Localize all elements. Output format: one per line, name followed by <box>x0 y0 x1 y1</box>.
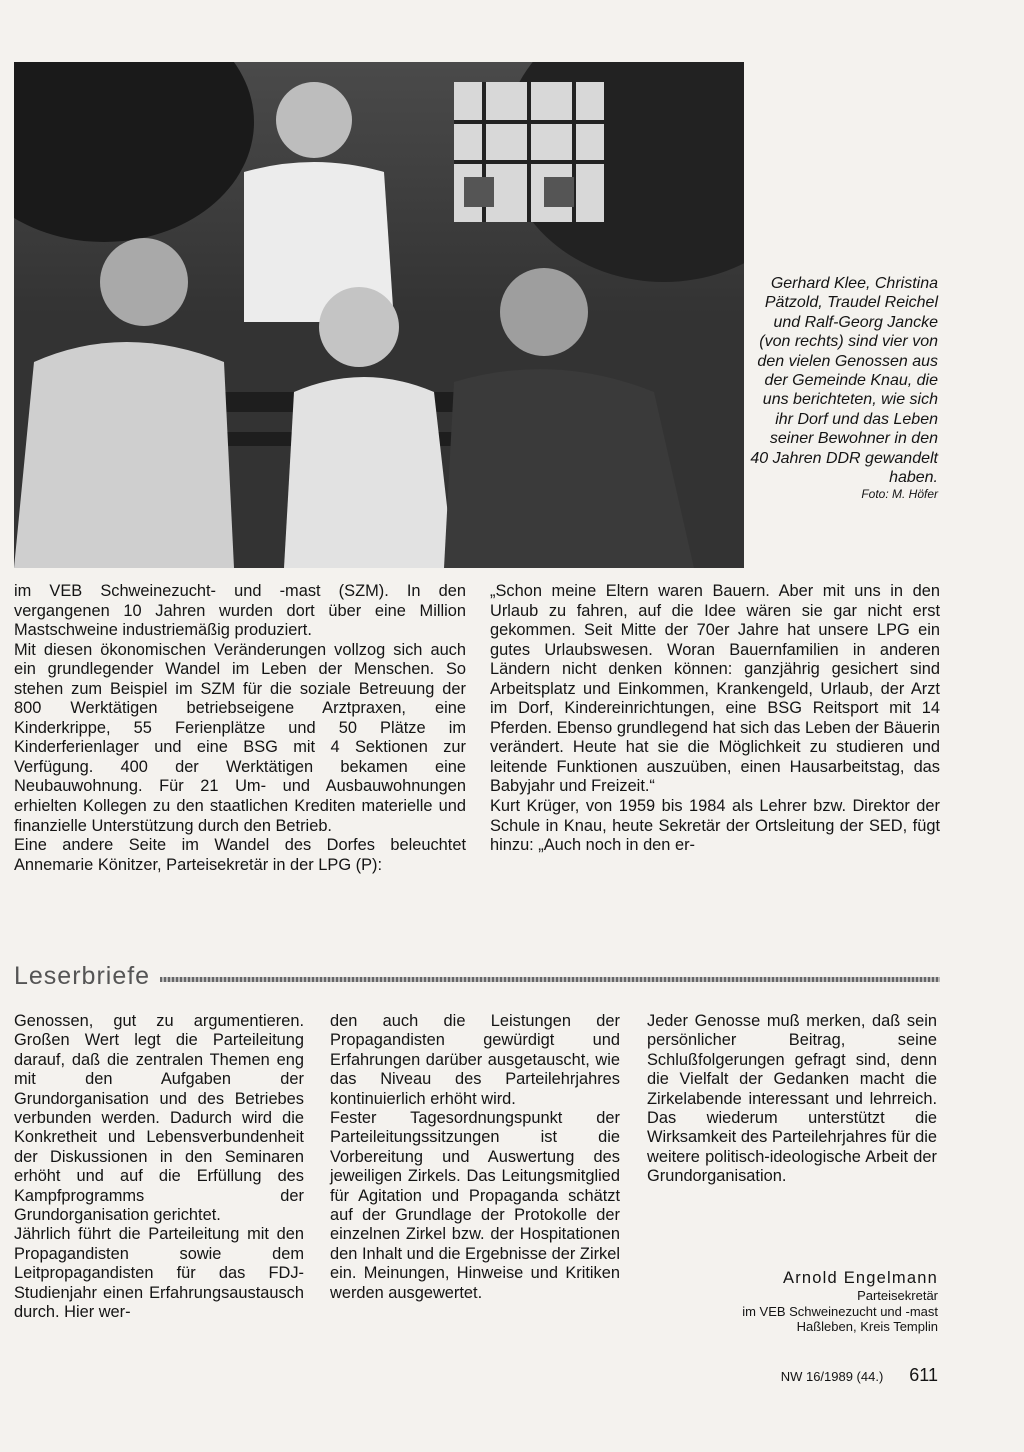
section-title: Leserbriefe <box>14 962 151 990</box>
caption-text: Gerhard Klee, Christina Pätzold, Traudel Reichel und Ralf-Georg Jancke (von rechts) sind vier von den vielen Genossen aus der Gemeinde Knau, die uns berichteten, wie sich ihr Dorf und das Leben seiner Bewohner in den 40 Jahren DDR gewandelt haben. <box>750 275 938 487</box>
author-role: im VEB Schweinezucht und -mast <box>742 1303 938 1319</box>
letters-column-3 <box>647 1012 937 1187</box>
page-number: 611 <box>909 1365 938 1385</box>
paragraph: Eine andere Seite im Wandel des Dorfes beleuchtet Annemarie Könitzer, Parteisekretär in der LPG (P): <box>14 836 466 874</box>
author-name: Arnold Engelmann <box>783 1269 938 1287</box>
paragraph: Mit diesen ökonomischen Veränderungen vollzog sich auch ein grundlegender Wandel im Leben der Menschen. So stehen zum Beispiel im SZM für die soziale Betreuung der 800 Werktätigen betriebseigene Arztpraxen, eine Kinderkrippe, 55 Ferienplätze und 50 Plätze im Kinderferienlager und eine BSG mit 4 Sektionen zur Verfügung. 400 der Werktätigen bekamen eine Neubauwohnung. Für 21 Um- und Ausbauwohnungen erhielten Kollegen zu den staatlichen Krediten materielle und finanzielle Unterstützung durch den Betrieb. <box>14 640 466 835</box>
paragraph: den auch die Leistungen der Propagandisten gewürdigt und Erfahrungen darüber ausgetauscht, wie das Niveau des Parteilehrjahres kontinuierlich erhöht wird. <box>330 1012 620 1108</box>
photo-credit: Foto: M. Höfer <box>861 487 938 502</box>
paragraph: „Schon meine Eltern waren Bauern. Aber mit uns in den Urlaub zu fahren, auf die Idee wären sie gar nicht erst gekommen. Seit Mitte der 70er Jahre hat unsere LPG ein gutes Urlaubswesen. Woran Bauernfamilien in anderen Ländern nicht denken können: ganzjährig gesichert sind Arbeitsplatz und Einkommen, Krankengeld, Urlaub, der Arzt im Dorf, Kindereinrichtungen, eine BSG Reitsport mit 14 Pferden. Ebenso grundlegend hat sich das Leben der Bäuerin verändert. Heute hat sie die Möglichkeit zu studieren und leitende Funktionen auszuüben, einen Hausarbeitstag, das Babyjahr und Freizeit.“ <box>490 582 940 796</box>
signature-block <box>742 1268 938 1335</box>
author-role: Parteisekretär <box>857 1288 938 1303</box>
paragraph: Fester Tagesordnungspunkt der Parteileitungssitzungen ist die Vorbereitung und Auswertung des jeweiligen Zirkels. Das Leitungsmitglied für Agitation und Propaganda schätzt auf der Grundlage der Protokolle der einzelnen Zirkel bzw. der Hospitationen den Inhalt und die Ergebnisse der Zirkel ein. Meinungen, Hinweise und Kritiken werden ausgewertet. <box>330 1109 620 1302</box>
section-heading <box>14 958 940 990</box>
article-column-left <box>14 582 466 875</box>
section-rule <box>160 977 940 982</box>
paragraph: im VEB Schweinezucht- und -mast (SZM). In den vergangenen 10 Jahren wurden dort über eine Million Mastschweine industriemäßig produziert. <box>14 582 466 640</box>
article-photo <box>14 62 744 568</box>
page-footer <box>781 1365 938 1386</box>
article-column-right <box>490 582 940 856</box>
letters-column-1 <box>14 1012 304 1323</box>
paragraph: Jährlich führt die Parteileitung mit den Propagandisten sowie dem Leitpropagandisten für das FDJ-Studienjahr einen Erfahrungsaustausch durch. Hier wer- <box>14 1225 304 1322</box>
group-photo-illustration <box>14 62 744 568</box>
photo-caption <box>748 274 938 502</box>
paragraph: Genossen, gut zu argumentieren. Großen Wert legt die Parteileitung darauf, daß die zentralen Themen eng mit den Aufgaben der Grundorganisation und des Betriebes verbunden werden. Dadurch wird die Konkretheit und Lebensverbundenheit der Diskussionen in den Seminaren erhöht und auf die Erfüllung des Kampfprogramms der Grundorganisation gerichtet. <box>14 1012 304 1225</box>
letters-column-2 <box>330 1012 620 1303</box>
paragraph: Kurt Krüger, von 1959 bis 1984 als Lehrer bzw. Direktor der Schule in Knau, heute Sekretär der Ortsleitung der SED, fügt hinzu: „Auch noch in den er- <box>490 797 940 855</box>
author-location: Haßleben, Kreis Templin <box>796 1319 938 1334</box>
paragraph: Jeder Genosse muß merken, daß sein persönlicher Beitrag, seine Schlußfolgerungen gefragt sind, denn die Vielfalt der Gedanken macht die Zirkelabende interessant und lehrreich. Das wiederum unterstützt die Wirksamkeit des Parteilehrjahres für die weitere politisch-ideologische Arbeit der Grundorganisation. <box>647 1012 937 1186</box>
issue-number: NW 16/1989 (44.) <box>780 1369 884 1384</box>
